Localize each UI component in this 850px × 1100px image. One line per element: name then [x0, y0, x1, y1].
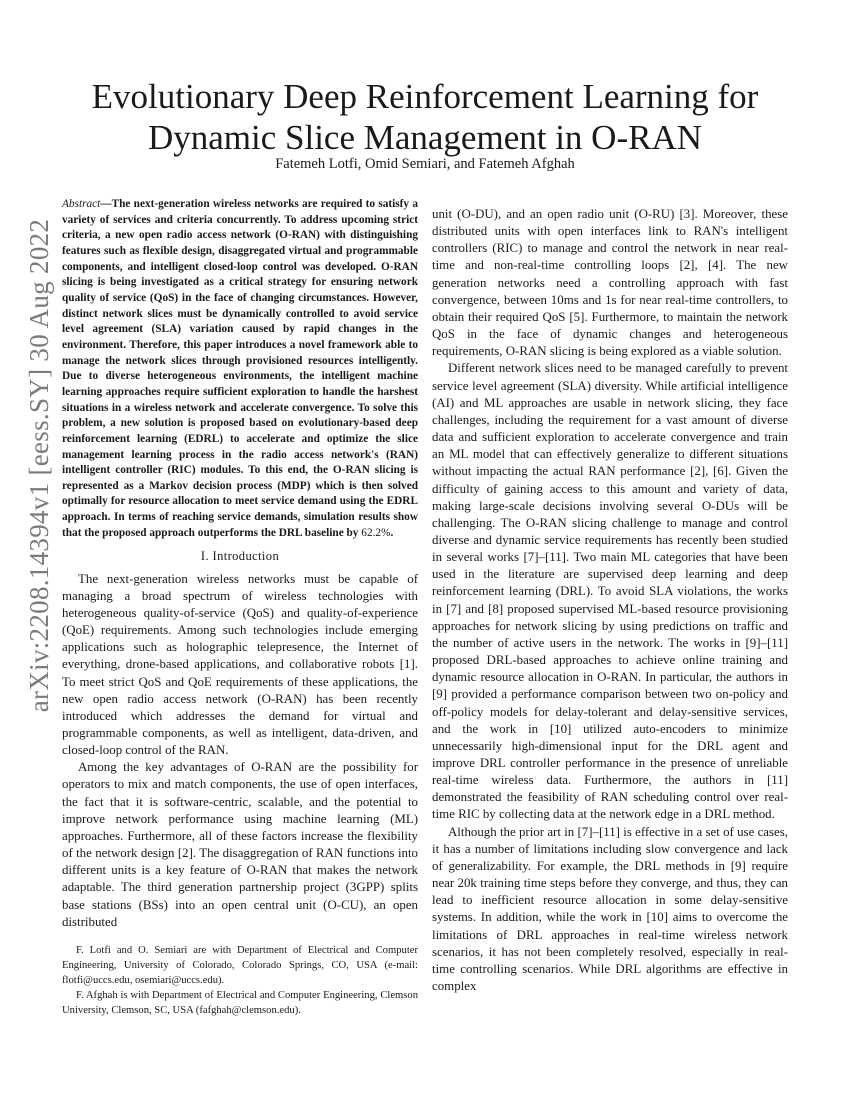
abstract-text: —The next-generation wireless networks are required to satisfy a variety of services and criteria concurrently. To address upcoming strict criteria, a new open radio access network (O-RAN) with distinguishing features such as flexible design, disaggregated virtual and programmable components, and intelligent closed-loop control was developed. O-RAN slicing is being investigated as a critical strategy for ensuring network quality of service (QoS) in the face of changing circumstances. However, distinct network slices must be dynamically controlled to avoid service level agreement (SLA) variation caused by rapid changes in the environment. Therefore, this paper introduces a novel framework able to manage the network slices through provisioned resources intelligently. Due to diverse heterogeneous environments, the intelligent machine learning approaches require sufficient exploration to handle the harshest situations in a wireless network and accelerate convergence. To solve this problem, a new solution is proposed based on evolutionary-based deep reinforcement learning (EDRL) to accelerate and optimize the slice management learning process in the radio access network's (RAN) intelligent controller (RIC) modules. To this end, the O-RAN slicing is represented as a Markov decision process (MDP) which is then solved optimally for resource allocation to meet service demand using the EDRL approach. In terms of reaching service demands, simulation results show that the proposed approach outperforms the DRL baseline by: [62, 198, 418, 539]
footnotes: [62, 943, 418, 1018]
arxiv-sidebar-stamp: [10, 218, 70, 712]
arxiv-identifier: arXiv:2208.14394v1 [eess.SY] 30 Aug 2022: [24, 218, 55, 712]
abstract-percent: 62.2%: [361, 526, 391, 539]
footnote-affiliation-1: F. Lotfi and O. Semiari are with Department of Electrical and Computer Engineering, University of Colorado, Colorado Springs, CO, USA (e-mail: flotfi@uccs.edu, osemiari@uccs.edu).: [62, 944, 418, 986]
intro-paragraph-1: The next-generation wireless networks must be capable of managing a broad spectrum of wireless technologies with heterogeneous quality-of-service (QoS) and quality-of-experience (QoE) requirements. Among such technologies include emerging applications such as holographic telepresence, the Internet of everything, drone-based applications, and collaborative robots [1]. To meet strict QoS and QoE requirements of these applications, the new open radio access network (O-RAN) has been recently introduced which addresses the demand for virtual and programmable components, as well as intelligent, data-driven, and closed-loop control of the RAN.: [62, 571, 418, 758]
paper-title: Evolutionary Deep Reinforcement Learning for Dynamic Slice Management in O-RAN: [91, 77, 759, 157]
footnote-affiliation-2: F. Afghah is with Department of Electrical and Computer Engineering, Clemson University, Clemson, SC, USA (fafghah@clemson.edu).: [62, 989, 418, 1016]
left-column: [62, 197, 418, 1018]
right-column: [432, 206, 788, 995]
intro-paragraph-4: Although the prior art in [7]–[11] is effective in a set of use cases, it has a number of limitations including slow convergence and lack of generalizability. For example, the DRL methods in [9] require near 20k training time steps before they converge, and thus, they can lead to inefficient resource allocation in some delay-sensitive systems. In addition, while the work in [10] aims to overcome the limitations of DRL approaches in real-time wireless network scenarios, it has not been completely resolved, especially in real-time controlling scenarios. While DRL algorithms are effective in complex: [432, 824, 788, 994]
abstract-end: .: [390, 526, 394, 539]
paper-authors: Fatemeh Lotfi, Omid Semiari, and Fatemeh Afghah: [275, 156, 575, 172]
intro-paragraph-3: Different network slices need to be managed carefully to prevent service level agreement (SLA) diversity. While artificial intelligence (AI) and ML approaches are usable in network slicing, they face challenges, including the requirement for a vast amount of diverse data and sufficient exploration to accelerate convergence and train an ML model that can effectively generalize to different situations without impacting the actual RAN performance [2], [6]. Given the difficulty of gaining access to this amount and variety of data, making large-scale decisions involving several O-DUs will be challenging. The O-RAN slicing challenge to manage and control diverse and dynamic service requirements has recently been studied in several works [7]–[11]. Two main ML categories that have been used in the literature are supervised deep learning and deep reinforcement learning (DRL). To avoid SLA violations, the works in [7] and [8] proposed supervised ML-based resource provisioning approaches for network slicing by using predictions on traffic and the number of active users in the network. The works in [9]–[11] proposed DRL-based approaches to achieve online training and dynamic resource allocation in O-RAN. In particular, the authors in [9] provided a performance comparison between two on-policy and off-policy models for delay-tolerant and delay-sensitive services, and the work in [10] utilized auto-encoders to minimize unnecessarily high-dimensional input for the DRL agent and improve DRL controller performance in the presence of unreliable real-time wireless data. Furthermore, the authors in [11] demonstrated the feasibility of RAN scheduling control over real-time RIC by collecting data at the network edge in a DRL method.: [432, 361, 788, 822]
intro-paragraph-2-continued: unit (O-DU), and an open radio unit (O-RU) [3]. Moreover, these distributed units with open interfaces link to RAN's intelligent controllers (RIC) to manage and control the network in near real-time and non-real-time controlling loops [2], [4]. The new generation networks need a controlling approach with fast convergence, between 10ms and 1s for near real-time controllers, to obtain their required QoS [5]. Furthermore, to maintain the network QoS in the face of dynamic changes and heterogeneous requirements, O-RAN slicing is being explored as a viable solution.: [432, 207, 788, 359]
abstract-label: Abstract: [62, 198, 101, 210]
abstract: [62, 197, 418, 541]
intro-paragraph-2: Among the key advantages of O-RAN are the possibility for operators to mix and match components, the use of open interfaces, the fact that it is software-centric, scalable, and the potential to improve network performance using machine learning (ML) approaches. Furthermore, all of these factors increase the flexibility of the network design [2]. The disaggregation of RAN functions into different units is a key feature of O-RAN that makes the network adaptable. The third generation partnership project (3GPP) splits base stations (BSs) into an open central unit (O-CU), an open distributed: [62, 760, 418, 929]
section-heading-introduction: I. Introduction: [200, 549, 280, 564]
